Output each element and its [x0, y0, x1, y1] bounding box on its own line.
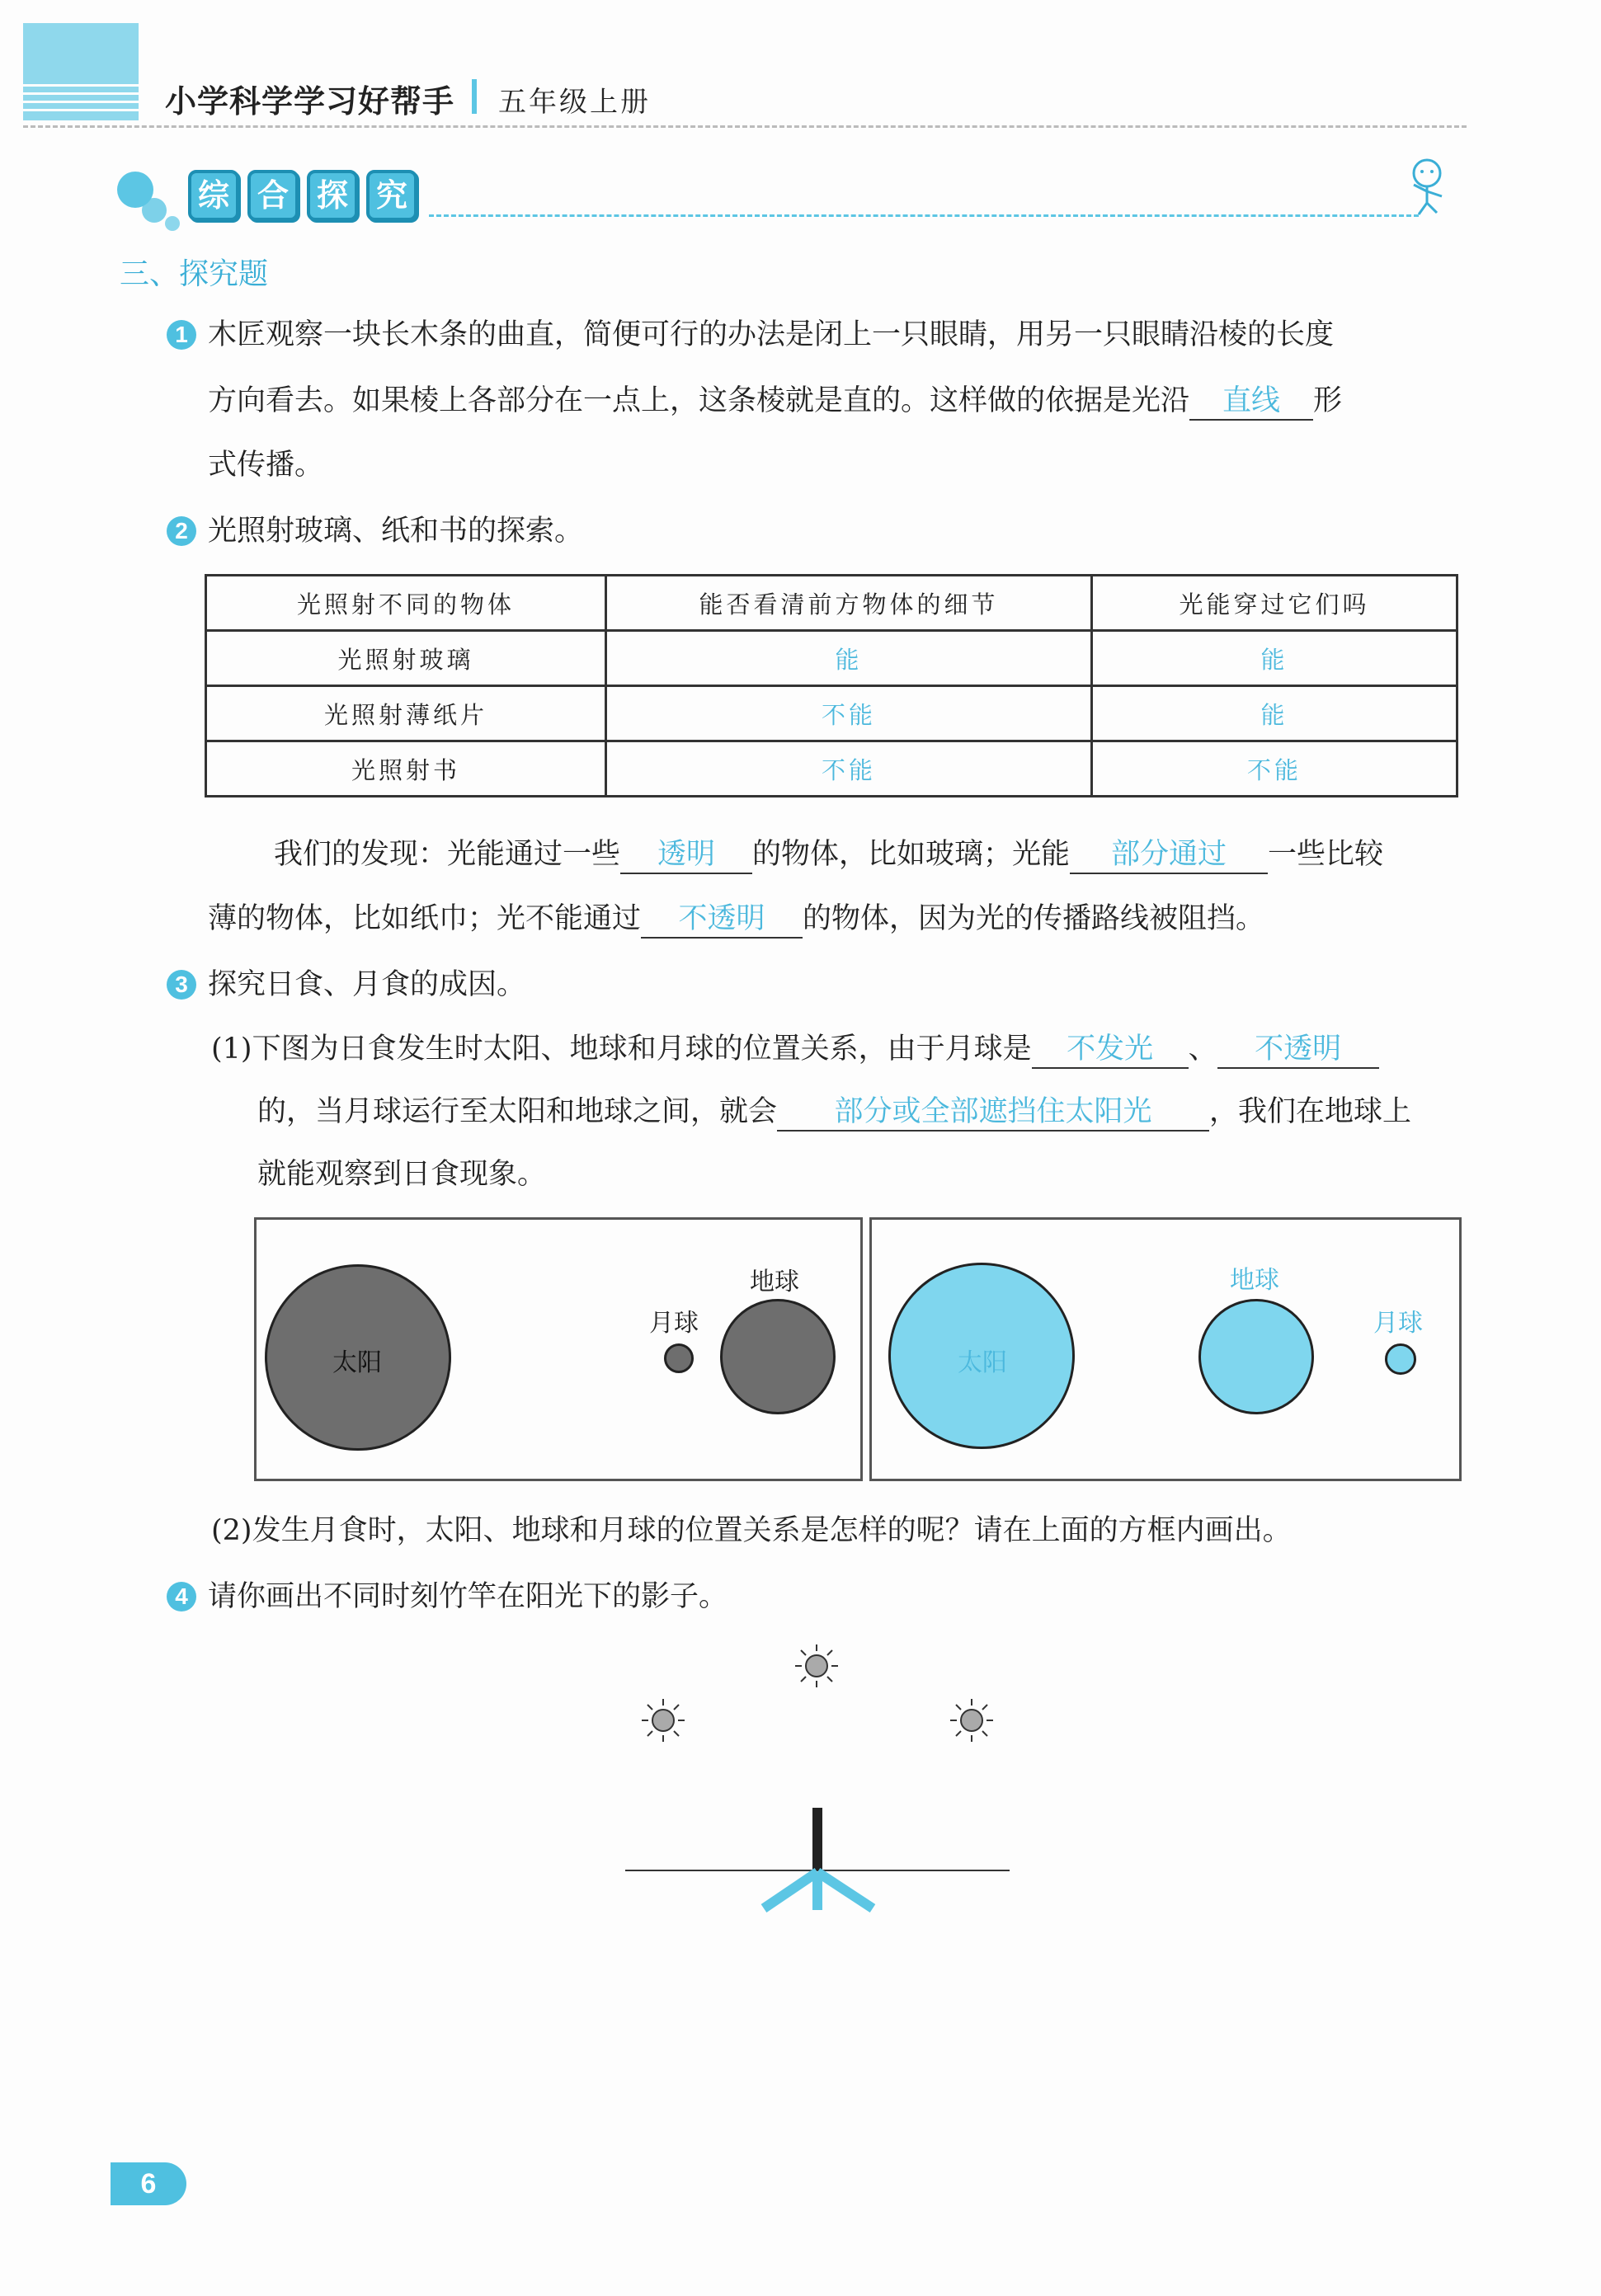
table-answer-cell[interactable]: 不能: [606, 741, 1092, 797]
earth-body: [1198, 1299, 1314, 1414]
q3-answer-3[interactable]: 部分或全部遮挡住太阳光: [777, 1094, 1209, 1132]
table-answer-cell[interactable]: 能: [1092, 686, 1457, 741]
table-cell: 光照射书: [206, 741, 606, 797]
page-number: 6: [111, 2162, 186, 2205]
question-number-4: 4: [167, 1582, 196, 1611]
table-answer-cell[interactable]: 不能: [1092, 741, 1457, 797]
banner-dot-small: [165, 216, 180, 231]
header-color-block: [23, 23, 139, 120]
q2-title: 光照射玻璃、纸和书的探索。: [208, 515, 584, 548]
table-header: 光照射不同的物体: [206, 576, 606, 631]
header-rule: [23, 125, 1467, 128]
earth-label: 地球: [1230, 1266, 1279, 1295]
shadow-lines: [764, 1872, 873, 1910]
header-divider: [472, 79, 477, 114]
table-row: [206, 631, 1457, 686]
table-cell: 光照射薄纸片: [206, 686, 606, 741]
solar-eclipse-diagram: [254, 1217, 863, 1481]
sun-icon: [642, 1699, 685, 1742]
table-answer-cell[interactable]: 不能: [606, 686, 1092, 741]
table-header: 光能穿过它们吗: [1092, 576, 1457, 631]
grade-label: 五年级上册: [498, 86, 651, 119]
question-number-3: 3: [167, 970, 196, 1000]
sun-icon: [795, 1644, 838, 1687]
q1-line-2: 方向看去。如果棱上各部分在一点上，这条棱就是直的。这样做的依据是光沿 直线 形: [208, 383, 1342, 421]
question-number-2: 2: [167, 516, 196, 546]
q1-line-3: 式传播。: [208, 449, 324, 482]
banner-rule: [429, 214, 1419, 217]
bamboo-shadow-drawing: [610, 1633, 1039, 1930]
sun-icon: [950, 1699, 993, 1742]
q3-part1-line-1: (1)下图为日食发生时太阳、地球和月球的位置关系，由于月球是 不发光 、 不透明: [211, 1031, 1379, 1069]
moon-label: 月球: [1373, 1309, 1423, 1338]
banner-char-2: 合: [247, 170, 299, 221]
q3-answer-1[interactable]: 不发光: [1032, 1031, 1189, 1069]
banner-char-1: 综: [188, 170, 239, 221]
earth-label: 地球: [750, 1268, 799, 1296]
q2-finding-line-2: 薄的物体，比如纸巾；光不能通过 不透明 的物体，因为光的传播路线被阻挡。: [208, 901, 1264, 939]
q3-title: 探究日食、月食的成因。: [208, 968, 526, 1001]
moon-body: [664, 1343, 694, 1373]
banner-char-4: 究: [366, 170, 417, 221]
q2-answer-2[interactable]: 部分通过: [1070, 836, 1268, 874]
q2-answer-1[interactable]: 透明: [620, 836, 752, 874]
question-number-1: 1: [167, 320, 196, 350]
earth-body: [720, 1299, 836, 1414]
q3-part1-line-2: 的，当月球运行至太阳和地球之间，就会 部分或全部遮挡住太阳光 ，我们在地球上: [257, 1094, 1411, 1132]
q1-line-1: 木匠观察一块长木条的曲直，简便可行的办法是闭上一只眼睛，用另一只眼睛沿棱的长度: [208, 318, 1335, 351]
sun-label: 太阳: [958, 1348, 1007, 1377]
table-header: 能否看清前方物体的细节: [606, 576, 1092, 631]
q2-answer-3[interactable]: 不透明: [641, 901, 803, 939]
banner-dot-medium: [142, 198, 167, 223]
table-answer-cell[interactable]: 能: [1092, 631, 1457, 686]
q3-answer-2[interactable]: 不透明: [1217, 1031, 1379, 1069]
table-cell: 光照射玻璃: [206, 631, 606, 686]
table-answer-cell[interactable]: 能: [606, 631, 1092, 686]
banner-char-3: 探: [307, 170, 358, 221]
q3-part1-line-3: 就能观察到日食现象。: [257, 1158, 547, 1191]
lunar-eclipse-diagram[interactable]: [869, 1217, 1462, 1481]
q3-part2: (2)发生月食时，太阳、地球和月球的位置关系是怎样的呢？请在上面的方框内画出。: [211, 1514, 1292, 1547]
mascot-icon: [1394, 153, 1460, 219]
table-header-row: [206, 576, 1457, 631]
section-heading: 三、探究题: [120, 257, 269, 291]
bamboo-pole: [812, 1808, 822, 1870]
book-title: 小学科学学习好帮手: [165, 83, 455, 120]
q2-finding-line-1: 我们的发现：光能通过一些 透明 的物体，比如玻璃；光能 部分通过 一些比较: [274, 836, 1383, 874]
q1-answer[interactable]: 直线: [1189, 383, 1313, 421]
table-row: [206, 741, 1457, 797]
moon-label: 月球: [649, 1309, 699, 1338]
q4-title: 请你画出不同时刻竹竿在阳光下的影子。: [208, 1580, 728, 1613]
light-test-table: [205, 574, 1458, 797]
sun-label: 太阳: [332, 1348, 382, 1377]
table-row: [206, 686, 1457, 741]
moon-body: [1385, 1343, 1416, 1375]
